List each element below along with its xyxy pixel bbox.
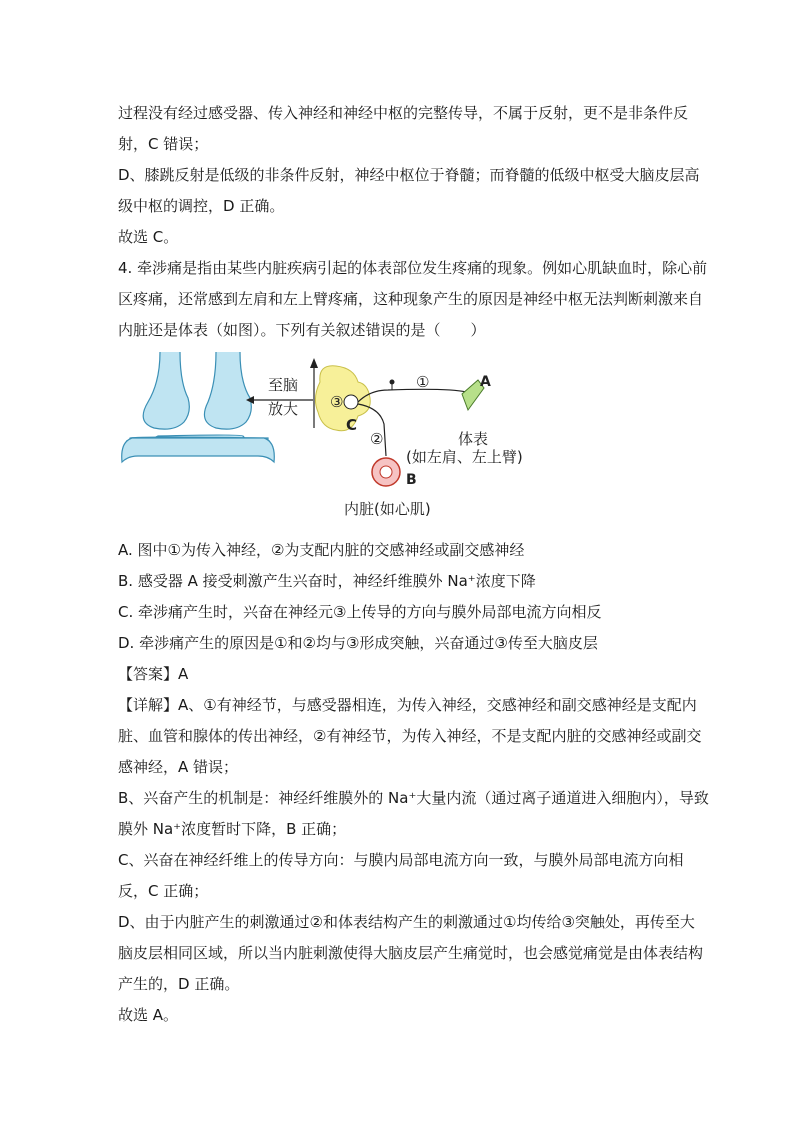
label-b: B xyxy=(406,472,417,488)
explanation-line: 反，C 正确； xyxy=(118,882,209,900)
neuron-3-soma xyxy=(344,395,358,409)
explanation-line: B、兴奋产生的机制是：神经纤维膜外的 Na⁺大量内流（通过离子通道进入细胞内），导致 xyxy=(118,789,709,807)
up-arrow-head xyxy=(310,358,318,368)
label-c: C xyxy=(346,416,358,434)
explanation-line: D、由于内脏产生的刺激通过②和体表结构产生的刺激通过①均传给③突触处，再传至大 xyxy=(118,913,695,931)
synapse-drawing xyxy=(122,352,275,462)
option-d: D. 牵涉痛产生的原因是①和②均与③形成突触，兴奋通过③传至大脑皮层 xyxy=(118,634,598,652)
explanation-line: 脑皮层相同区域，所以当内脏刺激使得大脑皮层产生痛觉时，也会感觉痛觉是由体表结构 xyxy=(118,944,704,962)
label-a: A xyxy=(480,374,491,390)
explanation-line: 产生的，D 正确。 xyxy=(118,975,240,993)
explanation-line: C、兴奋在神经纤维上的传导方向：与膜内局部电流方向一致，与膜外局部电流方向相 xyxy=(118,851,684,869)
answer: 【答案】A xyxy=(118,665,189,683)
label-3: ③ xyxy=(330,393,344,411)
label-to-brain: 至脑 xyxy=(268,376,299,394)
text-line: D、膝跳反射是低级的非条件反射，神经中枢位于脊髓；而脊髓的低级中枢受大脑皮层高 xyxy=(118,166,700,184)
explanation-line: 膜外 Na⁺浓度暂时下降，B 正确； xyxy=(118,820,347,838)
option-b: B. 感受器 A 接受刺激产生兴奋时，神经纤维膜外 Na⁺浓度下降 xyxy=(118,572,536,590)
question-text: 内脏还是体表（如图）。下列有关叙述错误的是（ ） xyxy=(118,321,486,339)
text-line: 射，C 错误； xyxy=(118,135,209,153)
text-line: 故选 C。 xyxy=(118,228,179,246)
text-line: 级中枢的调控，D 正确。 xyxy=(118,197,285,215)
option-a: A. 图中①为传入神经，②为支配内脏的交感神经或副交感神经 xyxy=(118,541,525,559)
fiber-1 xyxy=(358,389,466,402)
explanation-line: 【详解】A、①有神经节，与感受器相连，为传入神经，交感神经和副交感神经是支配内 xyxy=(118,696,697,714)
label-amplify: 放大 xyxy=(268,400,299,418)
label-1: ① xyxy=(416,373,430,391)
label-2: ② xyxy=(370,430,384,448)
referred-pain-diagram xyxy=(118,352,678,532)
ganglion-1-dot xyxy=(390,380,395,385)
explanation-line: 感神经，A 错误； xyxy=(118,758,239,776)
label-body-surface-eg: (如左肩、左上臂) xyxy=(406,448,523,466)
explanation-line: 故选 A。 xyxy=(118,1006,179,1024)
label-body-surface: 体表 xyxy=(458,430,489,448)
text-line: 过程没有经过感受器、传入神经和神经中枢的完整传导，不属于反射，更不是非条件反 xyxy=(118,104,689,122)
label-viscera: 内脏(如心肌) xyxy=(344,500,431,518)
viscera-b-inner xyxy=(380,466,392,478)
explanation-line: 脏、血管和腺体的传出神经，②有神经节，为传入神经，不是支配内脏的交感神经或副交 xyxy=(118,727,702,745)
question-text: 4. 牵涉痛是指由某些内脏疾病引起的体表部位发生疼痛的现象。例如心肌缺血时，除心前 xyxy=(118,259,708,277)
question-text: 区疼痛，还常感到左肩和左上臂疼痛，这种现象产生的原因是神经中枢无法判断刺激来自 xyxy=(118,290,704,308)
option-c: C. 牵涉痛产生时，兴奋在神经元③上传导的方向与膜外局部电流方向相反 xyxy=(118,603,602,621)
